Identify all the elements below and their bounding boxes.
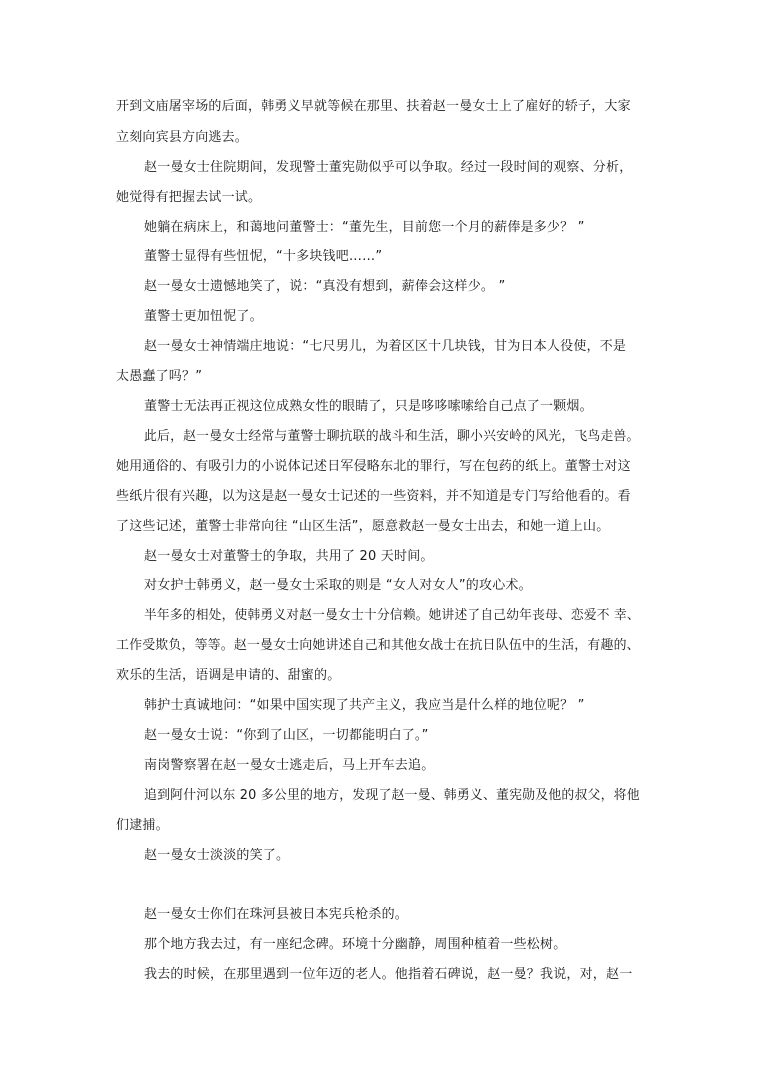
text-line-25: 们逮捕。 (116, 818, 169, 833)
text-line-14: 些纸片很有兴趣，以为这是赵一曼女士记述的一些资料，并不知道是专门写给他看的。看 (116, 489, 631, 504)
text-line-24: 追到阿什河以东 20 多公里的地方，发现了赵一曼、韩勇义、董宪勋及他的叔父，将他 (144, 788, 640, 803)
text-line-8: 董警士更加忸怩了。 (144, 309, 263, 324)
text-line-7: 赵一曼女士遗憾地笑了，说：“真没有想到，薪俸会这样少。 ” (144, 279, 506, 294)
text-line-3: 赵一曼女士住院期间，发现警士董宪勋似乎可以争取。经过一段时间的观察、分析， (144, 160, 633, 175)
text-line-29: 我去的时候，在那里遇到一位年迈的老人。他指着石碑说，赵一曼？我说，对，赵一 (144, 967, 633, 982)
text-line-2: 立刻向宾县方向逃去。 (116, 130, 249, 145)
text-line-11: 董警士无法再正视这位成熟女性的眼睛了，只是哆哆嗦嗦给自己点了一颗烟。 (144, 399, 593, 414)
text-line-1: 开到文庙屠宰场的后面，韩勇义早就等候在那里、扶着赵一曼女士上了雇好的轿子，大家 (116, 99, 631, 114)
text-line-16: 赵一曼女士对董警士的争取，共用了 20 天时间。 (144, 549, 434, 564)
text-line-9: 赵一曼女士神情端庄地说：“七尺男儿，为着区区十几块钱，甘为日本人役使，不是 (144, 339, 627, 354)
text-line-15: 了这些记述，董警士非常向往 “山区生活”，愿意救赵一曼女士出去，和她一道上山。 (116, 519, 610, 534)
text-line-10: 太愚蠢了吗？” (116, 369, 203, 384)
text-line-22: 赵一曼女士说：“你到了山区，一切都能明白了。” (144, 728, 429, 743)
text-line-13: 她用通俗的、有吸引力的小说体记述日军侵略东北的罪行，写在包药的纸上。董警士对这 (116, 459, 631, 474)
text-line-17: 对女护士韩勇义，赵一曼女士采取的则是 “女人对女人”的攻心术。 (144, 578, 532, 593)
text-line-18: 半年多的相处，使韩勇义对赵一曼女士十分信赖。她讲述了自己幼年丧母、恋爱不 幸、 (144, 608, 640, 623)
text-line-5: 她躺在病床上，和蔼地问董警士：“董先生，目前您一个月的薪俸是多少？ ” (144, 220, 585, 235)
text-line-12: 此后，赵一曼女士经常与董警士聊抗联的战斗和生活，聊小兴安岭的风光，飞鸟走兽。 (144, 429, 640, 444)
text-line-19: 工作受欺负，等等。赵一曼女士向她讲述自己和其他女战士在抗日队伍中的生活，有趣的、 (116, 638, 640, 653)
text-line-27: 赵一曼女士你们在珠河县被日本宪兵枪杀的。 (144, 907, 409, 922)
text-line-6: 董警士显得有些忸怩，“十多块钱吧……” (144, 249, 383, 264)
text-line-28: 那个地方我去过，有一座纪念碑。环境十分幽静，周围种植着一些松树。 (144, 937, 567, 952)
text-line-4: 她觉得有把握去试一试。 (116, 190, 262, 205)
text-line-23: 南岗警察署在赵一曼女士逃走后，马上开车去追。 (144, 758, 435, 773)
text-line-20: 欢乐的生活，语调是申请的、甜蜜的。 (116, 668, 341, 683)
text-line-26: 赵一曼女士淡淡的笑了。 (144, 848, 290, 863)
text-line-21: 韩护士真诚地问：“如果中国实现了共产主义，我应当是什么样的地位呢？ ” (144, 698, 585, 713)
